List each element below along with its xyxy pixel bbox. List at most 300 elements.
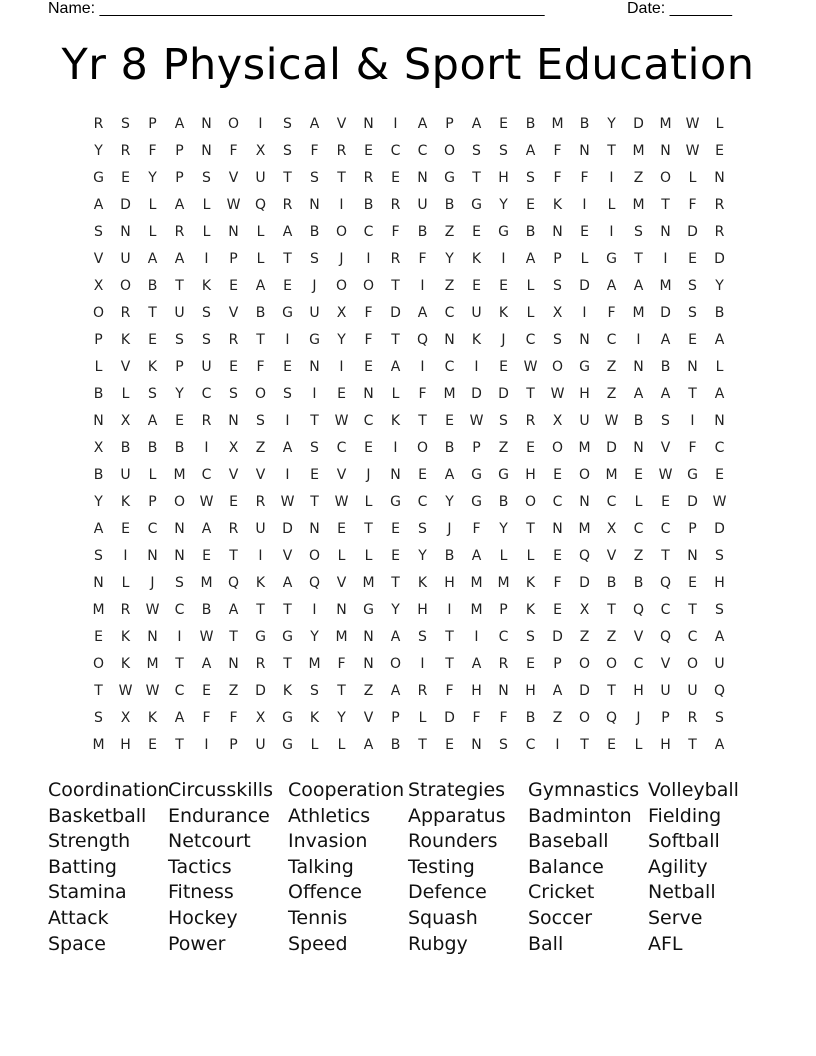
grid-cell: G [255,629,266,645]
grid-cell: Y [445,494,454,510]
grid-cell: S [688,305,697,321]
grid-cell: M [659,116,672,132]
grid-cell: L [607,197,616,213]
grid-cell: G [282,629,293,645]
grid-cell: V [282,548,293,564]
grid-cell: N [633,440,644,456]
grid-cell: Q [659,629,672,645]
word-bank-item: Serve [648,906,703,929]
grid-cell: D [687,494,698,510]
grid-cell: B [309,224,320,240]
grid-cell: V [228,467,239,483]
word-bank-item: Agility [648,855,708,878]
grid-cell: F [553,170,562,186]
grid-cell: T [580,737,589,753]
grid-cell: E [688,251,697,267]
grid-cell: T [310,413,319,429]
grid-cell: P [391,710,400,726]
grid-cell: S [148,386,157,402]
grid-cell: X [552,305,563,321]
grid-cell: V [255,467,266,483]
grid-cell: A [417,116,428,132]
grid-cell: T [526,521,535,537]
grid-cell: M [470,602,483,618]
grid-cell: U [417,197,428,213]
grid-cell: W [226,197,241,213]
grid-cell: E [445,737,454,753]
grid-cell: C [633,656,644,672]
grid-cell: N [363,629,374,645]
grid-cell: A [606,278,617,294]
grid-cell: T [688,386,697,402]
grid-cell: D [255,683,266,699]
grid-cell: X [93,440,104,456]
grid-cell: Z [579,629,590,645]
grid-cell: A [552,683,563,699]
grid-cell: O [362,278,375,294]
grid-cell: P [445,116,454,132]
grid-cell: H [633,683,644,699]
grid-cell: X [579,602,590,618]
grid-cell: K [471,332,482,348]
grid-cell: O [416,440,429,456]
grid-cell: I [204,251,209,267]
word-bank-item: Badminton [528,804,632,827]
grid-cell: R [120,602,131,618]
grid-cell: X [255,710,266,726]
grid-row [85,570,735,597]
grid-cell: C [444,305,455,321]
grid-cell: N [363,656,374,672]
grid-cell: M [200,575,213,591]
grid-cell: N [309,197,320,213]
grid-cell: L [715,116,724,132]
grid-cell: B [606,575,617,591]
grid-cell: O [254,386,267,402]
grid-cell: F [688,440,697,456]
grid-cell: G [282,305,293,321]
grid-cell: R [201,413,212,429]
grid-cell: F [607,305,616,321]
grid-cell: D [579,575,590,591]
grid-cell: U [120,467,131,483]
grid-cell: N [417,170,428,186]
grid-cell: K [147,710,158,726]
grid-cell: K [471,251,482,267]
grid-cell: U [201,359,212,375]
grid-cell: E [148,332,157,348]
grid-cell: S [715,602,724,618]
grid-cell: Z [606,386,617,402]
grid-cell: Y [148,170,157,186]
grid-cell: T [229,629,238,645]
grid-cell: G [498,224,509,240]
grid-cell: F [418,386,427,402]
grid-cell: C [660,521,671,537]
grid-cell: Q [416,332,429,348]
grid-cell: N [228,656,239,672]
grid-cell: L [148,467,157,483]
grid-cell: C [201,386,212,402]
word-bank-item: Power [168,932,226,955]
grid-cell: A [282,575,293,591]
grid-cell: W [280,494,295,510]
grid-cell: Y [337,710,346,726]
grid-cell: M [551,116,564,132]
word-bank-item: AFL [648,932,683,955]
grid-cell: I [609,170,614,186]
grid-cell: S [688,278,697,294]
grid-cell: I [312,602,317,618]
grid-cell: O [92,305,105,321]
grid-cell: H [444,575,455,591]
grid-cell: F [445,683,454,699]
grid-row [85,192,735,219]
grid-cell: K [525,575,536,591]
grid-cell: R [255,656,266,672]
grid-cell: A [255,278,266,294]
grid-cell: E [229,278,238,294]
grid-cell: B [660,359,671,375]
grid-cell: R [282,197,293,213]
grid-cell: C [552,494,563,510]
grid-cell: A [363,737,374,753]
grid-cell: N [498,683,509,699]
grid-cell: A [471,548,482,564]
grid-cell: C [687,629,698,645]
grid-cell: I [501,251,506,267]
word-bank-item: Rubgy [408,932,468,955]
grid-cell: D [282,521,293,537]
grid-cell: F [472,710,481,726]
grid-cell: D [660,305,671,321]
grid-cell: Q [632,602,645,618]
grid-cell: I [123,548,128,564]
grid-cell: Z [498,440,509,456]
grid-cell: A [660,332,671,348]
grid-cell: F [256,359,265,375]
grid-cell: N [552,224,563,240]
grid-cell: H [120,737,131,753]
grid-cell: S [175,332,184,348]
grid-cell: J [447,521,452,537]
grid-cell: W [145,602,160,618]
grid-cell: F [418,251,427,267]
grid-cell: E [391,170,400,186]
grid-cell: Y [715,278,724,294]
word-bank-item: Baseball [528,830,609,853]
grid-cell: T [94,683,103,699]
grid-cell: L [202,224,211,240]
grid-cell: D [714,521,725,537]
word-bank-item: Invasion [288,830,368,853]
grid-cell: E [283,359,292,375]
grid-cell: L [391,386,400,402]
grid-cell: N [687,359,698,375]
grid-cell: C [525,332,536,348]
grid-cell: V [606,548,617,564]
grid-cell: B [255,305,266,321]
header [48,0,748,20]
grid-cell: P [94,332,103,348]
grid-cell: K [498,305,509,321]
grid-cell: C [660,602,671,618]
grid-cell: R [174,224,185,240]
grid-cell: G [471,467,482,483]
grid-cell: T [283,602,292,618]
grid-cell: K [417,575,428,591]
grid-cell: M [443,386,456,402]
grid-cell: O [578,467,591,483]
word-bank-item: Cooperation [288,779,405,801]
word-bank-item: Hockey [168,906,238,929]
word-bank-item: Batting [48,855,117,878]
grid-cell: I [420,278,425,294]
grid-cell: S [310,440,319,456]
grid-cell: X [255,143,266,159]
grid-cell: E [472,278,481,294]
word-bank-item: Soccer [528,906,593,929]
grid-cell: N [336,602,347,618]
grid-cell: E [499,359,508,375]
grid-cell: I [258,548,263,564]
grid-cell: N [363,386,374,402]
letter-grid [85,111,735,759]
grid-cell: E [715,467,724,483]
grid-cell: S [94,224,103,240]
grid-cell: I [555,737,560,753]
grid-cell: L [634,737,643,753]
grid-cell: W [685,116,700,132]
grid-cell: I [474,629,479,645]
grid-cell: I [339,197,344,213]
grid-cell: M [308,656,321,672]
grid-cell: N [201,116,212,132]
grid-cell: S [553,278,562,294]
grid-cell: W [685,143,700,159]
grid-cell: Z [444,278,455,294]
grid-cell: S [310,683,319,699]
grid-cell: L [364,494,373,510]
grid-cell: T [175,737,184,753]
grid-cell: W [145,683,160,699]
grid-cell: B [498,494,509,510]
grid-cell: P [148,494,157,510]
grid-cell: C [606,494,617,510]
grid-row [85,489,735,516]
grid-cell: I [420,656,425,672]
grid-cell: R [255,494,266,510]
grid-cell: L [148,197,157,213]
grid-cell: S [94,710,103,726]
grid-cell: C [606,332,617,348]
grid-cell: R [525,413,536,429]
grid-cell: S [418,521,427,537]
grid-cell: Z [606,629,617,645]
grid-cell: D [444,710,455,726]
grid-cell: G [471,494,482,510]
grid-cell: G [498,467,509,483]
grid-cell: I [204,737,209,753]
grid-cell: J [501,332,506,348]
grid-cell: E [688,575,697,591]
grid-cell: J [339,251,344,267]
grid-cell: N [174,521,185,537]
grid-cell: Y [499,521,508,537]
grid-cell: E [472,224,481,240]
grid-cell: K [282,683,293,699]
grid-cell: Z [228,683,239,699]
word-bank-item: Endurance [168,804,270,827]
grid-cell: E [553,548,562,564]
grid-cell: V [363,710,374,726]
grid-cell: N [309,359,320,375]
grid-cell: O [227,116,240,132]
grid-cell: Q [605,710,618,726]
grid-cell: B [147,278,158,294]
grid-cell: F [229,143,238,159]
grid-cell: Z [444,224,455,240]
grid-cell: A [309,116,320,132]
grid-cell: D [390,305,401,321]
grid-cell: F [229,710,238,726]
grid-cell: I [177,629,182,645]
grid-cell: O [551,440,564,456]
grid-cell: A [417,305,428,321]
grid-cell: A [201,656,212,672]
grid-cell: K [147,359,158,375]
grid-cell: C [363,224,374,240]
grid-cell: L [121,575,130,591]
grid-cell: E [499,278,508,294]
grid-cell: E [715,143,724,159]
grid-cell: S [310,251,319,267]
grid-cell: C [525,737,536,753]
grid-cell: S [202,170,211,186]
grid-cell: M [92,737,105,753]
grid-cell: A [471,656,482,672]
grid-cell: F [364,332,373,348]
grid-cell: E [337,386,346,402]
grid-cell: U [255,521,266,537]
grid-cell: Y [499,197,508,213]
grid-cell: W [604,413,619,429]
grid-cell: T [688,737,697,753]
grid-cell: C [201,467,212,483]
grid-cell: A [390,359,401,375]
grid-cell: L [337,548,346,564]
grid-cell: N [714,413,725,429]
grid-cell: G [606,251,617,267]
grid-cell: L [499,548,508,564]
grid-cell: M [362,575,375,591]
grid-cell: L [418,710,427,726]
grid-cell: H [660,737,671,753]
grid-cell: S [499,413,508,429]
grid-cell: D [552,629,563,645]
grid-cell: L [526,305,535,321]
grid-cell: F [553,143,562,159]
grid-cell: E [121,521,130,537]
grid-cell: T [283,656,292,672]
grid-cell: I [339,359,344,375]
grid-cell: K [552,197,563,213]
grid-cell: X [606,521,617,537]
grid-cell: I [285,467,290,483]
grid-cell: S [202,332,211,348]
word-bank-item: Ball [528,932,564,955]
grid-cell: N [579,332,590,348]
grid-cell: M [146,656,159,672]
grid-cell: R [687,710,698,726]
grid-row [85,597,735,624]
grid-cell: A [444,467,455,483]
grid-cell: F [553,575,562,591]
grid-cell: Y [337,332,346,348]
grid-cell: B [417,224,428,240]
grid-cell: A [174,251,185,267]
grid-cell: T [418,737,427,753]
grid-cell: N [714,170,725,186]
grid-cell: B [714,305,725,321]
grid-cell: W [712,494,727,510]
grid-cell: A [633,386,644,402]
grid-cell: P [553,251,562,267]
grid-cell: R [336,143,347,159]
grid-row [85,543,735,570]
grid-cell: T [607,683,616,699]
grid-cell: B [147,440,158,456]
grid-row [85,246,735,273]
grid-cell: Z [552,710,563,726]
grid-cell: T [607,602,616,618]
grid-cell: G [93,170,104,186]
grid-cell: X [120,710,131,726]
grid-row [85,678,735,705]
grid-cell: T [310,494,319,510]
grid-cell: K [255,575,266,591]
grid-cell: G [282,710,293,726]
grid-cell: C [174,602,185,618]
grid-cell: C [417,494,428,510]
grid-cell: O [524,494,537,510]
grid-cell: B [525,710,536,726]
grid-cell: N [120,224,131,240]
grid-cell: U [309,305,320,321]
word-bank-item: Rounders [408,830,498,853]
grid-cell: S [499,143,508,159]
name-line: Name: __________________________________________________ [48,0,545,17]
grid-cell: L [94,359,103,375]
grid-cell: V [228,305,239,321]
grid-cell: F [391,224,400,240]
grid-cell: E [94,629,103,645]
word-bank-item: Balance [528,855,604,878]
word-bank-item: Offence [288,881,362,904]
grid-cell: T [148,305,157,321]
grid-cell: E [418,467,427,483]
grid-cell: E [121,170,130,186]
grid-cell: N [660,224,671,240]
grid-cell: A [174,197,185,213]
grid-cell: U [255,170,266,186]
grid-cell: E [526,197,535,213]
grid-row [85,327,735,354]
grid-cell: C [390,143,401,159]
grid-cell: N [390,467,401,483]
grid-cell: W [199,629,214,645]
grid-cell: L [526,278,535,294]
